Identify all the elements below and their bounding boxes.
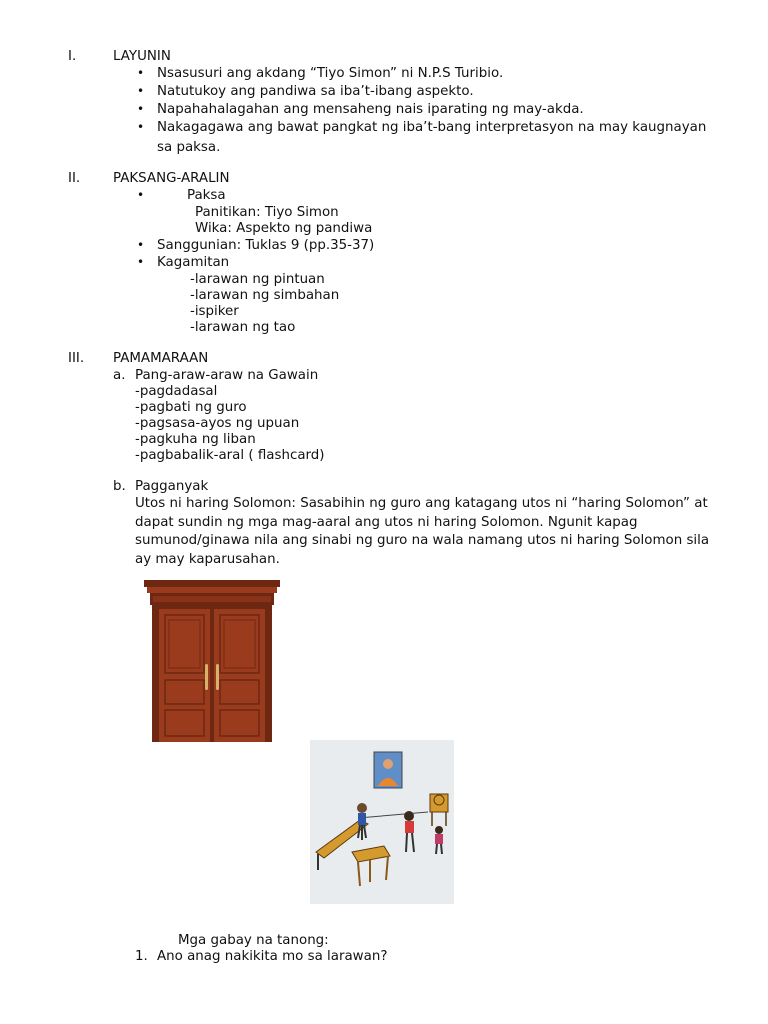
guide-question-number: 1.: [135, 949, 148, 964]
section-2-numeral: II.: [68, 171, 81, 186]
gawain-item: -pagdadasal: [135, 384, 218, 399]
kagamitan-item: -larawan ng tao: [190, 320, 296, 335]
section-2-heading: PAKSANG-ARALIN: [113, 171, 230, 186]
classroom-drawing-image: [310, 740, 454, 904]
subsection-b-title: Pagganyak: [135, 479, 209, 494]
section-3-heading: PAMAMARAAN: [113, 351, 209, 366]
paksa-wika: Wika: Aspekto ng pandiwa: [195, 221, 373, 236]
bullet-icon: •: [137, 66, 145, 80]
bullet-icon: •: [137, 188, 145, 202]
bullet-icon: •: [137, 120, 145, 134]
section-1-numeral: I.: [68, 49, 77, 64]
kagamitan-item: -larawan ng simbahan: [190, 288, 340, 303]
gawain-item: -pagbati ng guro: [135, 400, 247, 415]
bullet-icon: •: [137, 84, 145, 98]
kagamitan-item: -ispiker: [190, 304, 239, 319]
paksa-label: Paksa: [187, 188, 226, 203]
guide-question-text: Ano anag nakikita mo sa larawan?: [157, 949, 388, 964]
guide-title: Mga gabay na tanong:: [178, 933, 329, 948]
objective-3: Napahahalagahan ang mensaheng nais iparating ng may-akda.: [157, 102, 584, 117]
objective-4: Nakagagawa ang bawat pangkat ng iba’t-bang interpretasyon na may kaugnayan: [157, 120, 707, 135]
gawain-item: -pagsasa-ayos ng upuan: [135, 416, 300, 431]
bullet-icon: •: [137, 255, 145, 269]
objective-1: Nsasusuri ang akdang “Tiyo Simon” ni N.P.S Turibio.: [157, 66, 504, 81]
gawain-item: -pagbabalik-aral ( flashcard): [135, 448, 325, 463]
kagamitan-label: Kagamitan: [157, 255, 230, 270]
section-3-numeral: III.: [68, 351, 85, 366]
door-image: [142, 580, 282, 742]
subsection-a-title: Pang-araw-araw na Gawain: [135, 368, 319, 383]
kagamitan-item: -larawan ng pintuan: [190, 272, 325, 287]
subsection-b-marker: b.: [113, 479, 126, 494]
pagganyak-paragraph: Utos ni haring Solomon: Sasabihin ng guro ang katagang utos ni “haring Solomon” at dapat sundin ng mga mag-aaral ang utos ni haring Solomon. Ngunit kapag sumunod/ginawa nila ang sinabi ng guro na wala namang utos ni haring Solomon sila ay may kaparusahan.: [135, 496, 710, 567]
gawain-item: -pagkuha ng liban: [135, 432, 256, 447]
bullet-icon: •: [137, 102, 145, 116]
bullet-icon: •: [137, 238, 145, 252]
subsection-a-marker: a.: [113, 368, 126, 383]
sanggunian: Sanggunian: Tuklas 9 (pp.35-37): [157, 238, 375, 253]
objective-4-continuation: sa paksa.: [157, 140, 221, 155]
section-1-heading: LAYUNIN: [113, 49, 171, 64]
objective-2: Natutukoy ang pandiwa sa iba’t-ibang aspekto.: [157, 84, 474, 99]
paksa-panitikan: Panitikan: Tiyo Simon: [195, 205, 339, 220]
